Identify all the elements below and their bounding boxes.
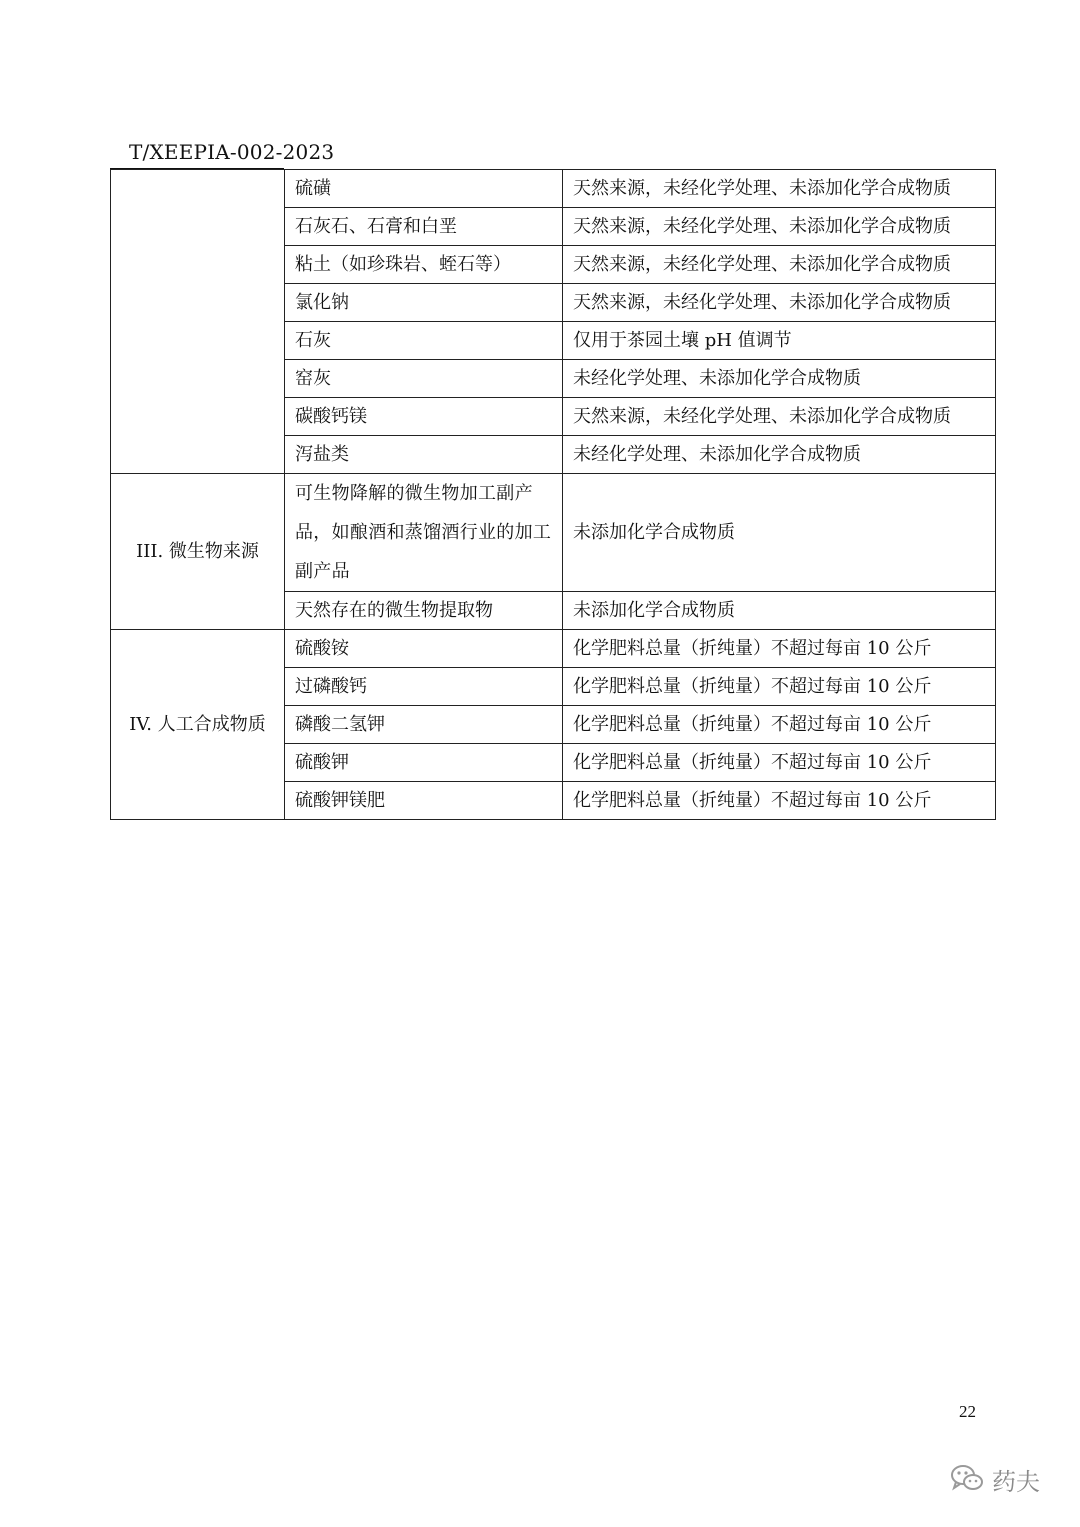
substance-cell: 石灰	[285, 322, 563, 360]
substance-cell: 石灰石、石膏和白垩	[285, 208, 563, 246]
table-row	[111, 170, 996, 208]
substance-cell: 磷酸二氢钾	[285, 706, 563, 744]
substance-cell: 过磷酸钙	[285, 668, 563, 706]
condition-cell: 化学肥料总量（折纯量）不超过每亩 10 公斤	[563, 782, 996, 820]
category-cell-continued	[111, 170, 285, 474]
substance-cell: 粘土（如珍珠岩、蛭石等）	[285, 246, 563, 284]
substance-cell: 天然存在的微生物提取物	[285, 592, 563, 630]
wechat-icon	[950, 1463, 984, 1497]
condition-cell: 未经化学处理、未添加化学合成物质	[563, 360, 996, 398]
substance-cell: 氯化钠	[285, 284, 563, 322]
condition-cell: 天然来源，未经化学处理、未添加化学合成物质	[563, 284, 996, 322]
watermark	[950, 1462, 1040, 1497]
substance-cell: 硫磺	[285, 170, 563, 208]
substance-cell: 硫酸铵	[285, 630, 563, 668]
substance-cell: 泻盐类	[285, 436, 563, 474]
watermark-text: 药夫	[992, 1468, 1040, 1496]
condition-cell: 天然来源，未经化学处理、未添加化学合成物质	[563, 208, 996, 246]
page-number: 22	[959, 1402, 976, 1421]
table-row	[111, 474, 996, 592]
substance-cell: 窑灰	[285, 360, 563, 398]
category-cell-microbial: III. 微生物来源	[111, 474, 285, 630]
substance-cell: 硫酸钾镁肥	[285, 782, 563, 820]
substance-cell: 可生物降解的微生物加工副产品，如酿酒和蒸馏酒行业的加工副产品	[285, 474, 563, 592]
category-cell-synthetic: IV. 人工合成物质	[111, 630, 285, 820]
table-row	[111, 630, 996, 668]
condition-cell: 化学肥料总量（折纯量）不超过每亩 10 公斤	[563, 668, 996, 706]
condition-cell: 未添加化学合成物质	[563, 592, 996, 630]
substance-table	[110, 169, 996, 820]
condition-cell: 天然来源，未经化学处理、未添加化学合成物质	[563, 246, 996, 284]
condition-cell: 未添加化学合成物质	[563, 474, 996, 592]
substance-cell: 碳酸钙镁	[285, 398, 563, 436]
document-code: T/XEEPIA-002-2023	[129, 140, 335, 164]
condition-cell: 化学肥料总量（折纯量）不超过每亩 10 公斤	[563, 744, 996, 782]
condition-cell: 天然来源，未经化学处理、未添加化学合成物质	[563, 398, 996, 436]
condition-cell: 化学肥料总量（折纯量）不超过每亩 10 公斤	[563, 706, 996, 744]
condition-cell: 未经化学处理、未添加化学合成物质	[563, 436, 996, 474]
condition-cell: 仅用于茶园土壤 pH 值调节	[563, 322, 996, 360]
condition-cell: 化学肥料总量（折纯量）不超过每亩 10 公斤	[563, 630, 996, 668]
condition-cell: 天然来源，未经化学处理、未添加化学合成物质	[563, 170, 996, 208]
substance-cell: 硫酸钾	[285, 744, 563, 782]
